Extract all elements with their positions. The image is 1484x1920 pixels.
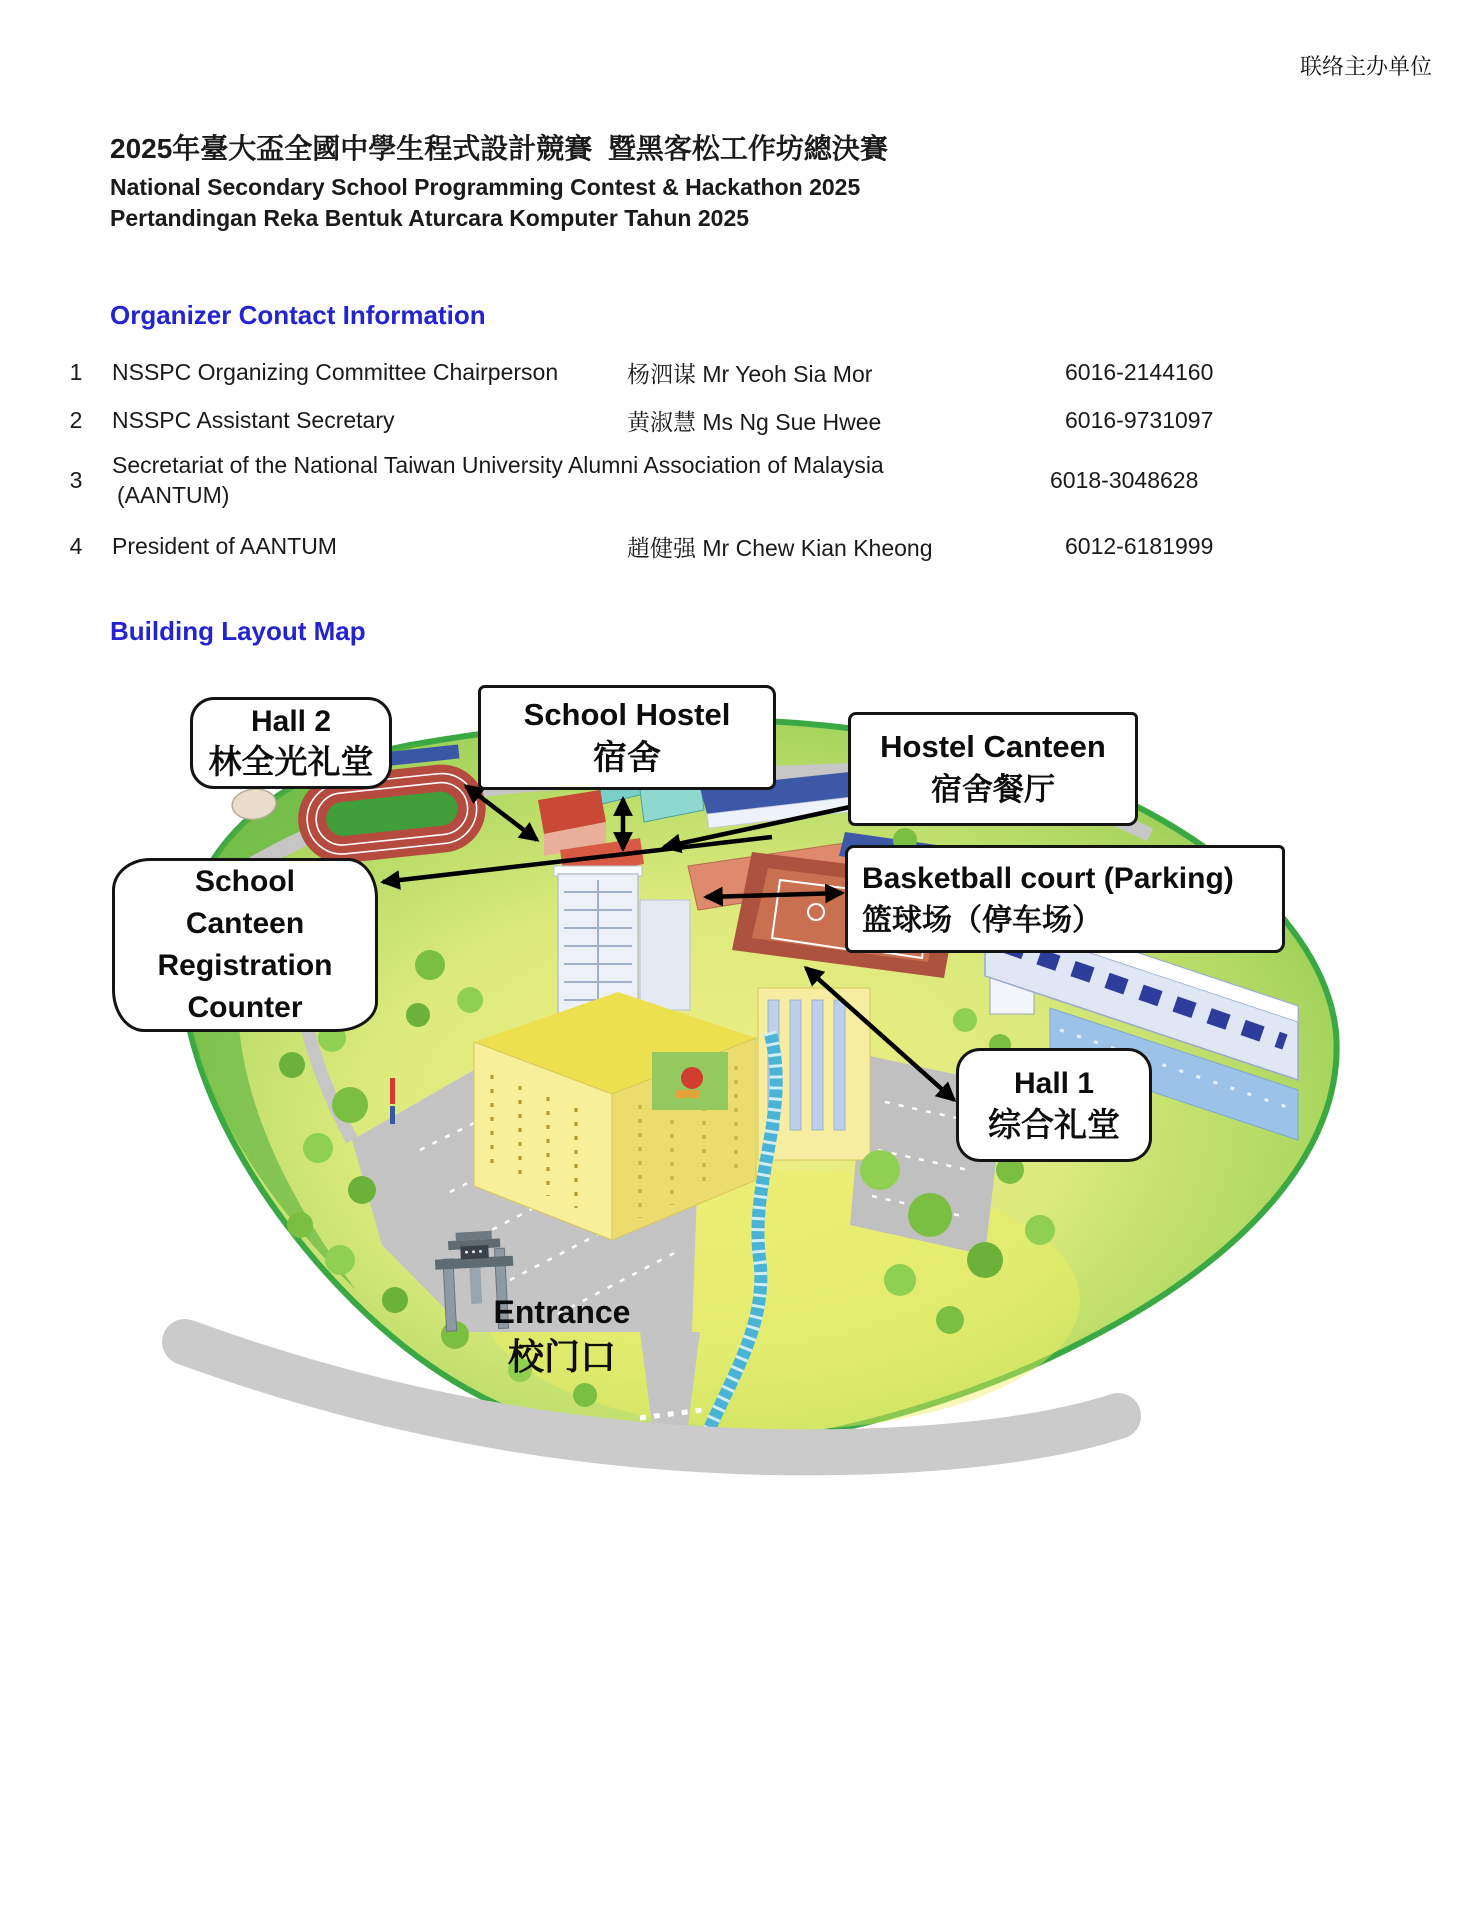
row-phone: 6016-9731097 [1065, 406, 1214, 433]
label-school-hostel-zh: 宿舍 [593, 738, 661, 777]
label-school-hostel-en: School Hostel [523, 696, 731, 732]
row-role: President of AANTUM [112, 533, 337, 559]
label-hall2-en: Hall 2 [250, 705, 332, 738]
row-number: 3 [69, 466, 83, 493]
row-role: NSSPC Organizing Committee Chairperson [112, 359, 559, 385]
row-person: 杨泗谋 Mr Yeoh Sia Mor [627, 360, 873, 387]
row-person: 趙健强 Mr Chew Kian Kheong [627, 534, 933, 561]
row-phone: 6018-3048628 [1050, 466, 1199, 493]
label-hostel-canteen [848, 712, 1138, 826]
label-hall1-zh: 综合礼堂 [988, 1105, 1120, 1143]
label-basketball-zh: 篮球场（停车场） [862, 904, 1102, 937]
row-number: 2 [69, 406, 83, 433]
row-person: 黄淑慧 Ms Ng Sue Hwee [627, 408, 882, 435]
signpost [390, 1078, 395, 1124]
label-hall1 [956, 1048, 1152, 1162]
row-number: 4 [69, 532, 83, 559]
label-school-canteen-registration [112, 858, 378, 1032]
label-entrance-zh: 校门口 [507, 1336, 616, 1377]
row-role-line1: Secretariat of the National Taiwan University Alumni Association of Malaysia [112, 452, 884, 478]
label-school-canteen-line3: Registration [157, 949, 333, 982]
label-school-canteen-line4: Counter [187, 991, 303, 1024]
row-number: 1 [69, 358, 83, 385]
corner-note: 联络主办单位 [1299, 54, 1432, 79]
title-malay: Pertandingan Reka Bentuk Aturcara Komputer Tahun 2025 [110, 205, 750, 231]
label-hostel-canteen-zh: 宿舍餐厅 [931, 772, 1055, 807]
label-school-hostel [478, 685, 776, 790]
label-hall2-zh: 林全光礼堂 [208, 743, 374, 780]
map-heading: Building Layout Map [110, 616, 366, 646]
contacts-heading: Organizer Contact Information [110, 300, 486, 330]
row-phone: 6016-2144160 [1065, 358, 1214, 385]
label-entrance [452, 1293, 672, 1383]
label-school-canteen-line1: School [194, 865, 295, 898]
label-school-canteen-line2: Canteen [185, 907, 305, 940]
title-chinese: 2025年臺大盃全國中學生程式設計競賽 暨黑客松工作坊總決賽 [110, 133, 888, 164]
label-hall2 [190, 697, 392, 789]
row-phone: 6012-6181999 [1065, 532, 1214, 559]
label-entrance-en: Entrance [493, 1294, 631, 1330]
label-basketball-court [845, 845, 1285, 953]
row-role-line2: (AANTUM) [117, 482, 230, 508]
label-hostel-canteen-en: Hostel Canteen [880, 729, 1106, 764]
label-hall1-en: Hall 1 [1013, 1066, 1095, 1100]
row-role: NSSPC Assistant Secretary [112, 407, 395, 433]
label-basketball-en: Basketball court (Parking) [862, 862, 1234, 895]
title-english: National Secondary School Programming Contest & Hackathon 2025 [110, 174, 861, 200]
